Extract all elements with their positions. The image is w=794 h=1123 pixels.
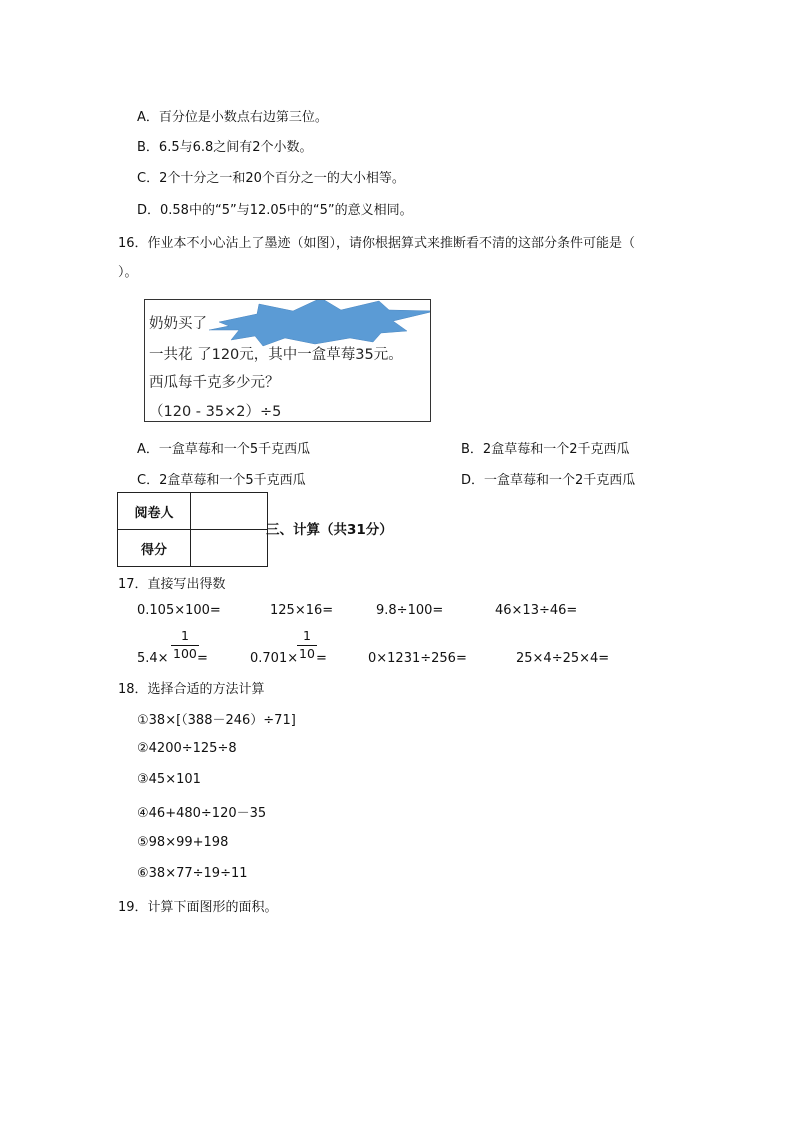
fraction-numerator: 1 [180, 628, 189, 643]
q18-item-3: ③45×101 [137, 772, 201, 787]
figure-line-3: 西瓜每千克多少元？ [149, 375, 280, 391]
q15-option-b: B．6.5与6.8之间有2个小数。 [137, 140, 313, 155]
q16-ink-stain-figure [144, 299, 431, 422]
q18-item-2: ②4200÷125÷8 [137, 741, 237, 756]
score-table [117, 492, 268, 567]
q16-option-b: B．2盒草莓和一个2千克西瓜 [461, 442, 630, 457]
q17-expr-4: 46×13÷46= [495, 603, 578, 618]
q18-item-6: ⑥38×77÷19÷11 [137, 866, 248, 881]
reviewer-label: 阅卷人 [118, 493, 191, 530]
q17-expr-6-prefix: 0.701× [250, 651, 299, 666]
q17-expr-5-fraction [171, 630, 199, 660]
q17-expr-1: 0.105×100= [137, 603, 221, 618]
figure-line-4: （120 - 35×2）÷5 [149, 404, 282, 420]
q18-item-5: ⑤98×99+198 [137, 835, 229, 850]
q16-stem-line2: ）。 [118, 265, 138, 280]
q16-option-c: C．2盒草莓和一个5千克西瓜 [137, 473, 306, 488]
q18-title: 18．选择合适的方法计算 [118, 682, 265, 697]
q16-option-a: A．一盒草莓和一个5千克西瓜 [137, 442, 311, 457]
q16-stem-line1: 16．作业本不小心沾上了墨迹（如图），请你根据算式来推断看不清的这部分条件可能是（ [118, 236, 636, 251]
figure-line-2: 一共花 了120元，其中一盒草莓35元。 [149, 347, 403, 363]
q17-title: 17．直接写出得数 [118, 577, 226, 592]
q17-expr-8: 25×4÷25×4= [516, 651, 610, 666]
fraction-numerator: 1 [302, 628, 311, 643]
ink-blot-icon [145, 300, 430, 421]
q17-expr-3: 9.8÷100= [376, 603, 444, 618]
fraction-denominator: 100 [173, 645, 197, 661]
q15-option-d: D．0.58中的“5”与12.05中的“5”的意义相同。 [137, 203, 413, 218]
q17-expr-2: 125×16= [270, 603, 334, 618]
section-title: 三、计算（共31分） [266, 522, 393, 538]
q17-expr-6-fraction [297, 630, 317, 660]
q17-expr-7: 0×1231÷256= [368, 651, 467, 666]
q15-option-a: A．百分位是小数点右边第三位。 [137, 110, 328, 125]
score-cell[interactable] [191, 530, 268, 567]
score-label: 得分 [118, 530, 191, 567]
q16-option-d: D．一盒草莓和一个2千克西瓜 [461, 473, 636, 488]
q18-item-1: ①38×[（388－246）÷71] [137, 713, 296, 728]
q15-option-c: C．2个十分之一和20个百分之一的大小相等。 [137, 171, 405, 186]
q17-expr-5-suffix: = [197, 651, 208, 666]
q17-expr-5-prefix: 5.4× [137, 651, 169, 666]
reviewer-cell[interactable] [191, 493, 268, 530]
q17-expr-6-suffix: = [316, 651, 327, 666]
fraction-denominator: 10 [299, 645, 315, 661]
q18-item-4: ④46+480÷120－35 [137, 806, 267, 821]
q19-title: 19．计算下面图形的面积。 [118, 900, 278, 915]
figure-line-1: 奶奶买了 [149, 316, 207, 332]
